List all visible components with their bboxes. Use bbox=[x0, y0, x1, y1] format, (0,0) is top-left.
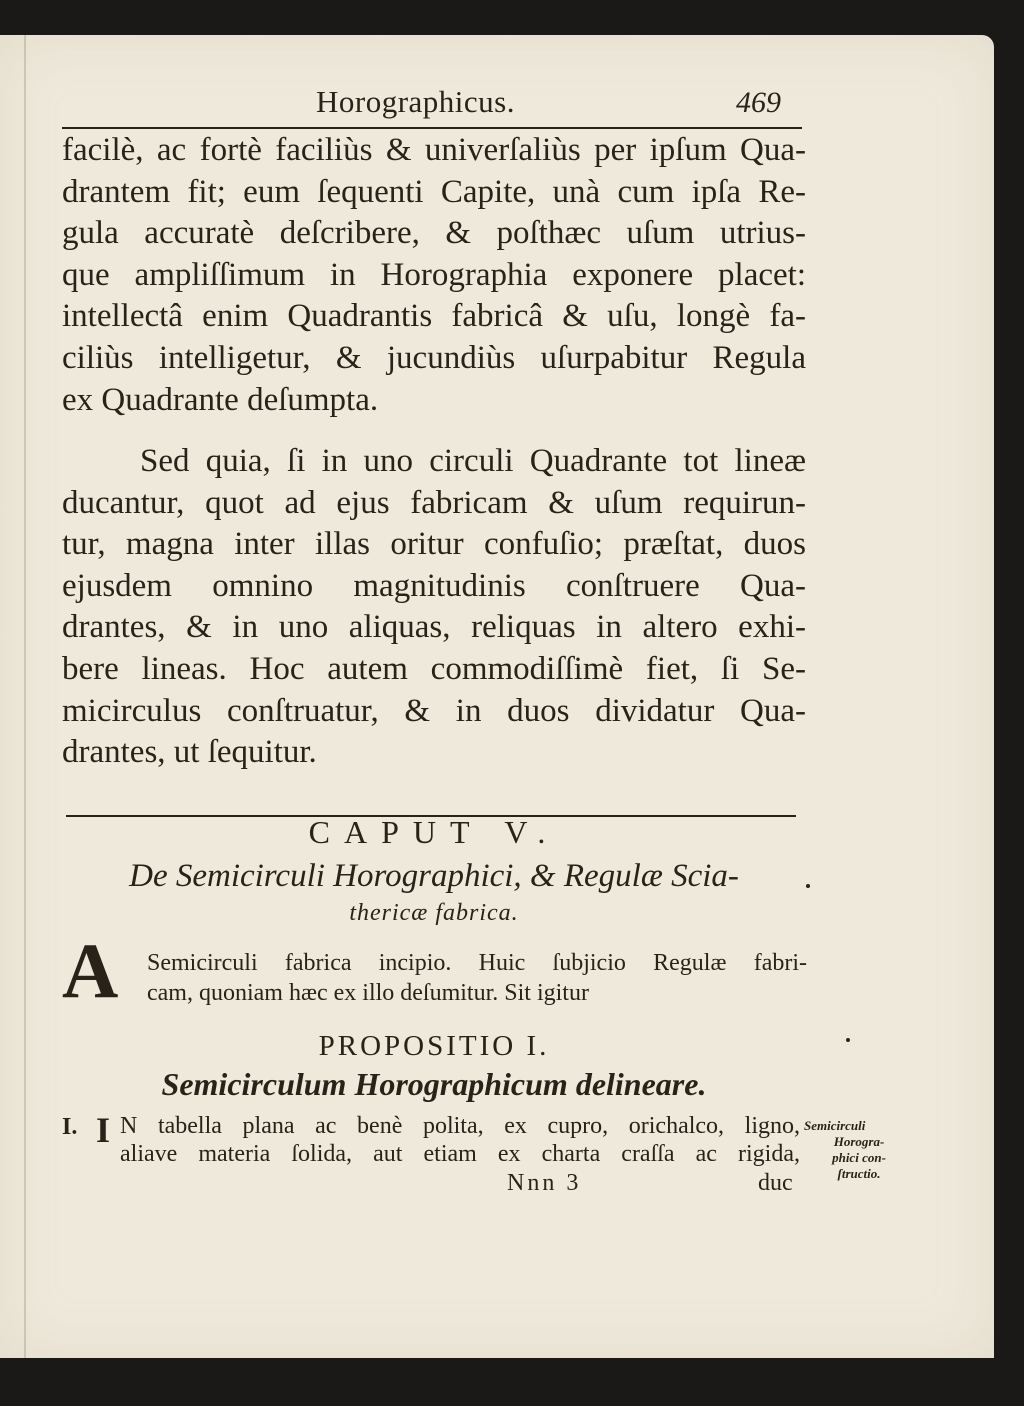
drop-cap: A bbox=[62, 927, 119, 1014]
text-line: tur, magna inter illas oritur confuſio; præſtat, duos bbox=[62, 526, 806, 563]
paragraph-1 bbox=[62, 130, 806, 421]
text-line: ex Quadrante deſumpta. bbox=[62, 381, 379, 418]
header-rule bbox=[62, 127, 802, 129]
text-line: bere lineas. Hoc autem commodiſſimè fiet, ſi Se- bbox=[62, 650, 806, 687]
chapter-title: De Semicirculi Horographici, & Regulæ Scia- bbox=[129, 858, 739, 894]
signature-mark: Nnn 3 bbox=[507, 1170, 582, 1196]
item-text bbox=[120, 1112, 800, 1168]
text-line: drantem fit; eum ſequenti Capite, unà cum ipſa Re- bbox=[62, 173, 806, 210]
ink-speck bbox=[846, 1038, 850, 1042]
ink-speck bbox=[806, 884, 810, 888]
text-line: N tabella plana ac benè polita, ex cupro, orichalco, ligno, bbox=[120, 1113, 800, 1139]
text-line: intellectâ enim Quadrantis fabricâ & uſu, longè fa- bbox=[62, 298, 806, 335]
margin-note-line: Horogra- bbox=[833, 1134, 885, 1149]
text-line: aliave materia ſolida, aut etiam ex charta craſſa ac rigida, bbox=[120, 1141, 800, 1167]
text-line: gula accuratè deſcribere, & poſthæc uſum utrius- bbox=[62, 215, 806, 252]
text-line: drantes, & in uno aliquas, reliquas in altero exhi- bbox=[62, 609, 806, 646]
page-number: 469 bbox=[736, 86, 781, 119]
text-line: ciliùs intelligetur, & jucundiùs uſurpabitur Regula bbox=[62, 339, 806, 376]
text-line: ejusdem omnino magnitudinis conſtruere Qua- bbox=[62, 567, 806, 604]
proposition-heading: PROPOSITIO I. bbox=[318, 1030, 550, 1062]
text-line: drantes, ut ſequitur. bbox=[62, 734, 317, 771]
catchword: duc bbox=[758, 1170, 793, 1196]
running-title: Horographicus. bbox=[316, 84, 515, 119]
chapter-intro bbox=[147, 948, 807, 1008]
page-fold-line bbox=[24, 35, 26, 1358]
paragraph-2 bbox=[62, 441, 806, 774]
item-drop-cap: I bbox=[96, 1110, 111, 1150]
text-line: que ampliſſimum in Horographia exponere placet: bbox=[62, 256, 806, 293]
chapter-heading: CAPUT V. bbox=[308, 814, 560, 850]
margin-note-line: ſtructio. bbox=[837, 1166, 881, 1181]
text-line: facilè, ac fortè faciliùs & univerſaliùs per ipſum Qua- bbox=[62, 132, 806, 168]
text-line: cam, quoniam hæc ex illo deſumitur. Sit igitur bbox=[147, 980, 589, 1006]
text-line: ducantur, quot ad ejus fabricam & uſum requirun- bbox=[62, 484, 806, 521]
margin-note-line: phici con- bbox=[832, 1150, 886, 1165]
margin-note-line: Semicirculi bbox=[804, 1118, 866, 1133]
proposition-title: Semicirculum Horographicum delineare. bbox=[161, 1066, 707, 1102]
text-line: micirculus conſtruatur, & in duos dividatur Qua- bbox=[62, 692, 806, 729]
page-header bbox=[0, 84, 1024, 124]
chapter-title-continued: thericæ fabrica. bbox=[349, 900, 519, 926]
item-number: I. bbox=[62, 1114, 78, 1140]
margin-note bbox=[804, 1118, 914, 1182]
text-line: Sed quia, ſi in uno circuli Quadrante tot lineæ bbox=[140, 443, 806, 479]
text-line: Semicirculi fabrica incipio. Huic ſubjicio Regulæ fabri- bbox=[147, 950, 807, 976]
